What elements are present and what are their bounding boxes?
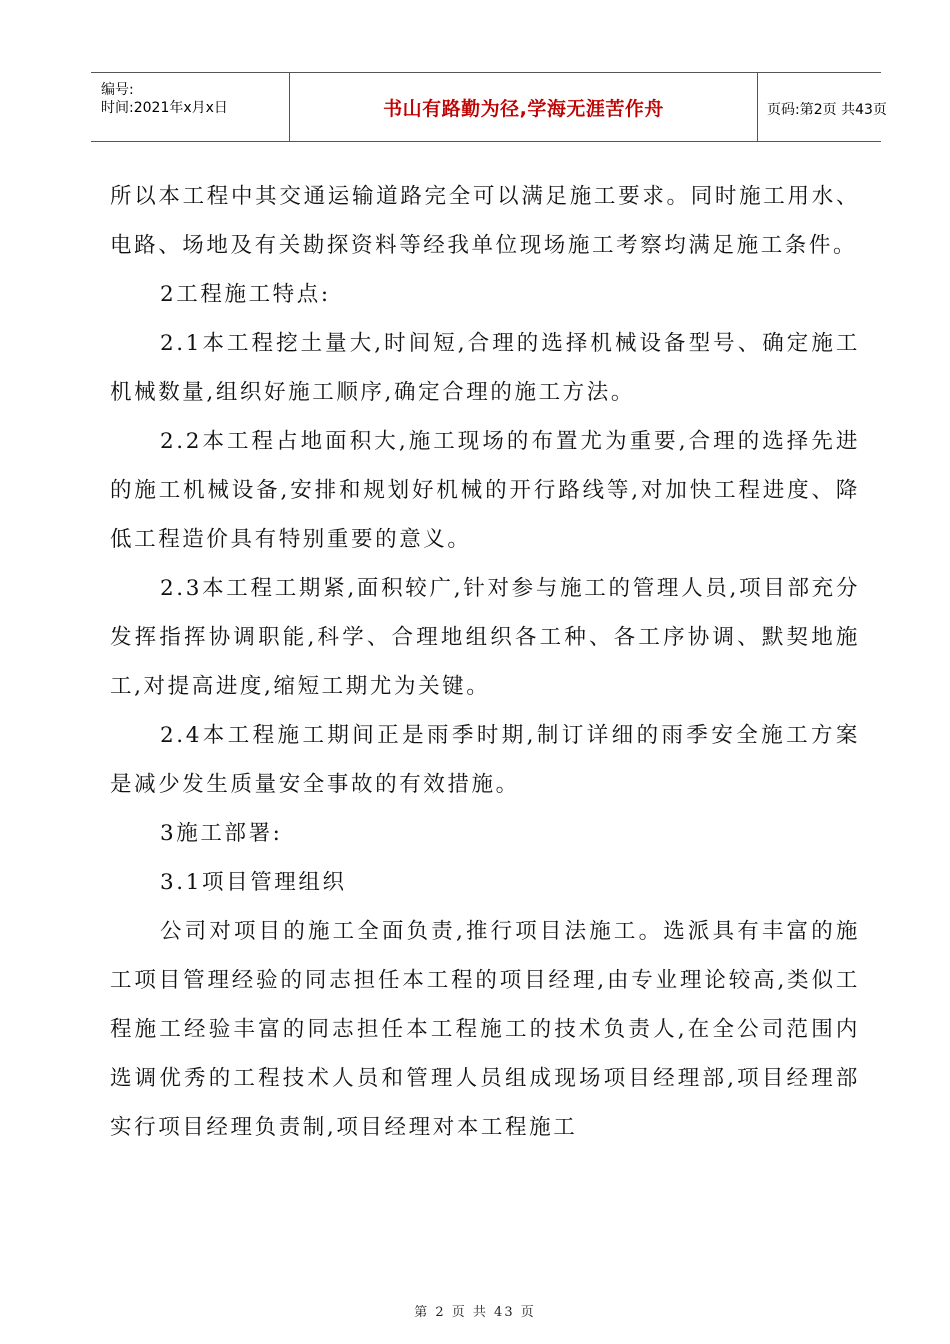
heading-construction-deployment: 3施工部署: bbox=[160, 821, 283, 846]
heading-construction-features: 2工程施工特点: bbox=[160, 282, 331, 307]
page-header bbox=[91, 72, 887, 142]
header-page-cell bbox=[756, 73, 887, 141]
paragraph-feature-2-4: 2.4本工程施工期间正是雨季时期,制订详细的雨季安全施工方案是减少发生质量安全事故的有效措施。 bbox=[110, 723, 860, 797]
paragraph-feature-2-1: 2.1本工程挖土量大,时间短,合理的选择机械设备型号、确定施工机械数量,组织好施工顺序,确定合理的施工方法。 bbox=[110, 331, 860, 405]
header-motto: 书山有路勤为径,学海无涯苦作舟 bbox=[383, 98, 664, 120]
page-footer: 第 2 页 共 43 页 bbox=[414, 1305, 536, 1320]
header-motto-cell bbox=[289, 73, 758, 141]
paragraph-transport-conditions: 所以本工程中其交通运输道路完全可以满足施工要求。同时施工用水、电路、场地及有关勘探资料等经我单位现场施工考察均满足施工条件。 bbox=[110, 184, 860, 258]
paragraph-feature-2-3: 2.3本工程工期紧,面积较广,针对参与施工的管理人员,项目部充分发挥指挥协调职能,科学、合理地组织各工种、各工序协调、默契地施工,对提高进度,缩短工期尤为关键。 bbox=[110, 576, 860, 699]
paragraph-feature-2-2: 2.2本工程占地面积大,施工现场的布置尤为重要,合理的选择先进的施工机械设备,安排和规划好机械的开行路线等,对加快工程进度、降低工程造价具有特别重要的意义。 bbox=[110, 429, 860, 552]
header-meta-cell bbox=[91, 73, 289, 141]
document-body bbox=[110, 172, 860, 1152]
document-date-label: 时间:2021年x月x日 bbox=[101, 100, 228, 116]
header-page-info: 页码:第2页 共43页 bbox=[767, 102, 887, 118]
paragraph-project-management: 公司对项目的施工全面负责,推行项目法施工。选派具有丰富的施工项目管理经验的同志担任本工程的项目经理,由专业理论较高,类似工程施工经验丰富的同志担任本工程施工的技术负责人,在全公司范围内选调优秀的工程技术人员和管理人员组成现场项目经理部,项目经理部实行项目经理负责制,项目经理对本工程施工 bbox=[110, 919, 860, 1140]
document-number-label: 编号: bbox=[101, 82, 134, 98]
heading-project-management: 3.1项目管理组织 bbox=[160, 870, 347, 895]
